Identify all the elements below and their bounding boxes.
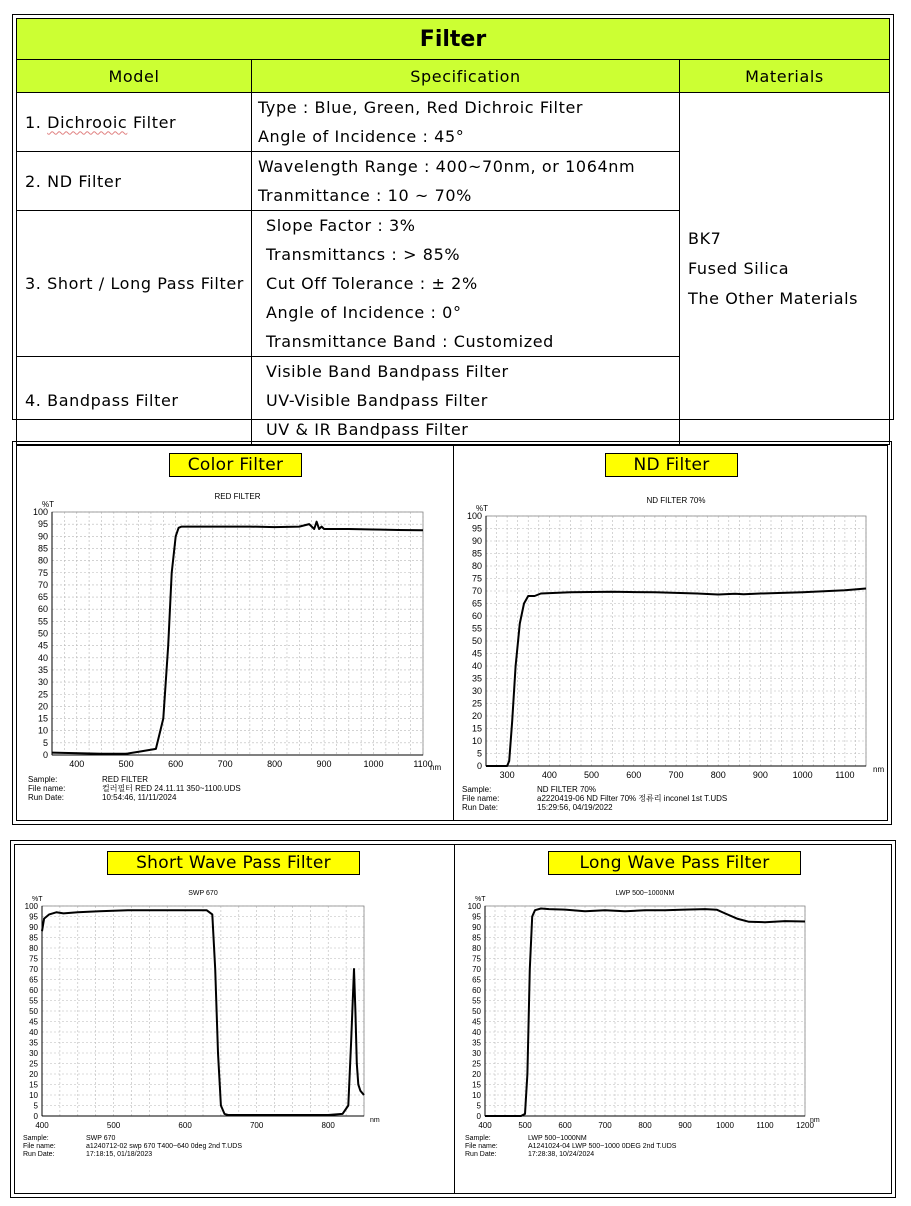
spec-line: Cut Off Tolerance : ± 2%	[266, 274, 478, 293]
swp-y-tick-label: 55	[29, 996, 38, 1006]
nd-x-tick-label: 1100	[835, 770, 855, 780]
lwp-y-tick-label: 40	[472, 1028, 481, 1037]
nd-x-tick-label: 1000	[792, 770, 813, 780]
lwp-x-tick-label: 700	[598, 1121, 612, 1130]
nd-x-tick-label: 800	[710, 770, 726, 780]
nd-y-tick-label: 35	[471, 673, 482, 684]
lwp-y-tick-label: 90	[472, 923, 481, 932]
swp-y-tick-label: 85	[29, 933, 38, 943]
swp-x-tick-label: 700	[249, 1121, 264, 1130]
red-y-tick-label: 60	[37, 604, 48, 615]
chart-panel-top	[12, 441, 892, 825]
chart-panel-bottom	[10, 840, 896, 1198]
swp-chart-title: SWP 670	[188, 890, 218, 897]
red-y-tick-label: 20	[37, 701, 48, 712]
swp-y-tick-label: 95	[29, 912, 38, 922]
red-x-tick-label: 1100	[413, 759, 433, 769]
nd-footer-run-label: Run Date:	[462, 803, 499, 812]
lwp-x-tick-label: 500	[518, 1121, 532, 1130]
nd-y-tick-label: 5	[476, 748, 482, 759]
nd-y-tick-label: 40	[471, 661, 482, 671]
red-x-tick-label: 400	[69, 759, 85, 769]
header-specification: Specification	[252, 60, 680, 93]
red-chart-title: RED FILTER	[214, 492, 261, 501]
nd-y-tick-label: 25	[471, 698, 482, 709]
nd-y-tick-label: 0	[476, 761, 482, 771]
swp-y-tick-label: 25	[29, 1059, 38, 1069]
red-y-tick-label: 95	[37, 519, 48, 530]
swp-y-tick-label: 80	[29, 944, 38, 953]
red-y-tick-label: 70	[37, 579, 48, 590]
swp-x-tick-label: 500	[106, 1121, 121, 1130]
lwp-footer-run: 17:28:38, 10/24/2024	[528, 1151, 595, 1158]
spec-line: Visible Band Bandpass Filter	[266, 362, 509, 381]
spec-table-frame	[12, 14, 894, 439]
lwp-x-tick-label: 600	[558, 1121, 572, 1130]
lwp-chart-title: LWP 500~1000NM	[615, 890, 675, 897]
red-y-tick-label: 80	[37, 555, 48, 566]
swp-y-tick-label: 0	[33, 1112, 38, 1121]
swp-y-tick-label: 60	[29, 986, 38, 995]
red-y-tick-label: 15	[37, 713, 48, 724]
lwp-y-tick-label: 30	[472, 1049, 481, 1058]
nd-x-tick-label: 600	[626, 770, 642, 780]
lwp-y-tick-label: 50	[472, 1007, 481, 1016]
swp-x-axis-label: nm	[370, 1117, 380, 1124]
swp-y-tick-label: 90	[29, 923, 38, 932]
red-y-tick-label: 100	[32, 507, 48, 517]
lwp-y-tick-label: 60	[472, 986, 481, 995]
nd-filter-label: ND Filter	[605, 453, 738, 477]
model-dichroic: 1. Dichrooic Filter	[17, 93, 252, 152]
lwp-y-tick-label: 15	[472, 1080, 481, 1090]
panel-divider	[453, 445, 454, 821]
lwp-y-tick-label: 70	[472, 965, 481, 974]
nd-y-tick-label: 80	[471, 561, 482, 571]
nd-y-tick-label: 55	[471, 623, 482, 634]
swp-y-tick-label: 40	[29, 1028, 38, 1037]
red-footer-file-label: File name:	[28, 784, 66, 793]
swp-x-tick-label: 800	[321, 1121, 335, 1130]
red-y-tick-label: 40	[37, 652, 48, 663]
header-materials: Materials	[680, 60, 890, 93]
materials-cell	[680, 93, 890, 445]
nd-y-tick-label: 90	[471, 536, 482, 546]
lwp-y-tick-label: 10	[472, 1091, 481, 1100]
header-model: Model	[17, 60, 252, 93]
swp-x-tick-label: 600	[178, 1121, 192, 1130]
swp-y-tick-label: 30	[29, 1049, 38, 1058]
swp-y-tick-label: 70	[29, 965, 38, 974]
lwp-footer-file: A1241024-04 LWP 500~1000 0DEG 2nd T.UDS	[528, 1143, 677, 1150]
spec-short-long-pass	[252, 211, 680, 357]
lwp-x-tick-label: 1200	[796, 1121, 814, 1130]
nd-x-tick-label: 400	[541, 770, 557, 780]
nd-y-tick-label: 15	[471, 723, 482, 734]
lwp-x-axis-label: nm	[810, 1117, 820, 1124]
spec-line: Tranmittance : 10 ~ 70%	[258, 186, 472, 205]
nd-y-tick-label: 85	[471, 548, 482, 559]
nd-y-axis-label: %T	[476, 504, 488, 513]
nd-y-tick-label: 65	[471, 598, 482, 609]
nd-y-tick-label: 30	[471, 686, 482, 696]
swp-y-tick-label: 65	[29, 975, 38, 985]
material-item: BK7	[688, 228, 722, 248]
chart-panel-top-inner	[16, 445, 888, 821]
lwp-x-tick-label: 400	[478, 1121, 492, 1130]
lwp-x-tick-label: 800	[638, 1121, 652, 1130]
lwp-y-tick-label: 0	[476, 1112, 481, 1121]
spec-table	[16, 18, 890, 445]
table-title: Filter	[17, 19, 890, 60]
spec-line: Transmittance Band : Customized	[266, 332, 554, 351]
lwp-y-tick-label: 100	[467, 902, 481, 911]
lwp-y-tick-label: 65	[472, 975, 481, 985]
red-y-tick-label: 75	[37, 567, 48, 578]
red-footer-run: 10:54:46, 11/11/2024	[102, 793, 177, 802]
nd-footer-file: a2220419-06 ND Filter 70% 정류리 inconel 1st T.UDS	[537, 794, 728, 803]
swp-y-tick-label: 35	[29, 1038, 38, 1048]
lwp-y-tick-label: 75	[472, 954, 481, 964]
swp-footer-sample: SWP 670	[86, 1135, 116, 1142]
red-footer-run-label: Run Date:	[28, 793, 65, 802]
red-y-tick-label: 65	[37, 592, 48, 603]
lwp-x-tick-label: 1100	[756, 1121, 774, 1130]
chart-panel-bottom-inner	[14, 844, 892, 1194]
lwp-filter-label: Long Wave Pass Filter	[548, 851, 801, 875]
lwp-x-tick-label: 900	[678, 1121, 692, 1130]
lwp-footer-sample-label: Sample:	[465, 1135, 491, 1142]
nd-footer-run: 15:29:56, 04/19/2022	[537, 803, 613, 812]
red-footer-sample: RED FILTER	[102, 775, 149, 784]
nd-y-tick-label: 10	[471, 736, 482, 746]
swp-y-tick-label: 10	[29, 1091, 38, 1100]
swp-y-tick-label: 50	[29, 1007, 38, 1016]
red-x-tick-label: 600	[168, 759, 184, 769]
nd-y-tick-label: 45	[471, 648, 482, 659]
nd-footer-file-label: File name:	[462, 794, 500, 803]
swp-footer-run: 17:18:15, 01/18/2023	[86, 1151, 153, 1158]
model-bandpass: 4. Bandpass Filter	[17, 357, 252, 445]
nd-x-tick-label: 900	[752, 770, 768, 780]
lwp-y-tick-label: 20	[472, 1070, 481, 1079]
lwp-y-axis-label: %T	[475, 896, 486, 903]
nd-y-tick-label: 95	[471, 523, 482, 534]
swp-footer-file: a1240712-02 swp 670 T400~640 0deg 2nd T.UDS	[86, 1143, 243, 1150]
swp-footer-run-label: Run Date:	[23, 1151, 55, 1158]
lwp-y-tick-label: 55	[472, 996, 481, 1006]
swp-y-tick-label: 75	[29, 954, 38, 964]
swp-y-tick-label: 20	[29, 1070, 38, 1079]
red-y-tick-label: 45	[37, 640, 48, 651]
swp-y-tick-label: 45	[29, 1017, 38, 1027]
swp-y-tick-label: 15	[29, 1080, 38, 1090]
nd-footer-sample-label: Sample:	[462, 785, 492, 794]
swp-y-tick-label: 5	[33, 1101, 38, 1111]
red-y-tick-label: 50	[37, 628, 48, 639]
red-y-tick-label: 25	[37, 689, 48, 700]
nd-y-tick-label: 20	[471, 711, 482, 721]
red-y-tick-label: 30	[37, 677, 48, 688]
lwp-y-tick-label: 80	[472, 944, 481, 953]
nd-x-tick-label: 700	[668, 770, 684, 780]
lwp-footer-run-label: Run Date:	[465, 1151, 497, 1158]
model-short-long-pass	[17, 211, 252, 357]
swp-y-tick-label: 100	[24, 902, 38, 911]
lwp-y-tick-label: 5	[476, 1101, 481, 1111]
red-x-tick-label: 500	[118, 759, 134, 769]
spec-line: Angle of Incidence : 0°	[266, 303, 462, 322]
spec-dichroic	[252, 93, 680, 152]
panel-divider	[454, 844, 455, 1194]
red-y-tick-label: 10	[37, 725, 48, 736]
lwp-y-tick-label: 45	[472, 1017, 481, 1027]
nd-chart-title: ND FILTER 70%	[646, 496, 706, 505]
material-item: The Other Materials	[688, 288, 859, 308]
spec-line: UV & IR Bandpass Filter	[266, 420, 469, 439]
red-y-tick-label: 90	[37, 531, 48, 542]
red-x-tick-label: 700	[217, 759, 233, 769]
lwp-footer-file-label: File name:	[465, 1143, 498, 1150]
swp-footer-file-label: File name:	[23, 1143, 56, 1150]
model-dichroic-word: Dichrooic	[47, 112, 128, 132]
red-footer-sample-label: Sample:	[28, 775, 58, 784]
swp-filter-label: Short Wave Pass Filter	[107, 851, 360, 875]
spec-bandpass	[252, 357, 680, 445]
model-nd: 2. ND Filter	[17, 152, 252, 211]
spec-line: Wavelength Range : 400~70nm, or 1064nm	[258, 157, 636, 176]
model-short-long-pass-label: 3. Short / Long Pass Filter	[25, 273, 244, 293]
red-y-tick-label: 0	[42, 750, 48, 760]
nd-y-tick-label: 75	[471, 573, 482, 584]
red-x-axis-label: nm	[430, 763, 442, 772]
spec-nd	[252, 152, 680, 211]
lwp-y-tick-label: 35	[472, 1038, 481, 1048]
color-filter-label: Color Filter	[169, 453, 302, 477]
lwp-footer-sample: LWP 500~1000NM	[528, 1135, 587, 1142]
lwp-y-tick-label: 95	[472, 912, 481, 922]
red-y-tick-label: 55	[37, 616, 48, 627]
spec-line: UV-Visible Bandpass Filter	[266, 391, 488, 410]
red-x-tick-label: 800	[267, 759, 283, 769]
spec-line: Slope Factor : 3%	[266, 216, 416, 235]
nd-footer-sample: ND FILTER 70%	[537, 785, 596, 794]
lwp-y-tick-label: 25	[472, 1059, 481, 1069]
nd-x-tick-label: 500	[584, 770, 600, 780]
nd-y-tick-label: 70	[471, 586, 482, 596]
nd-y-tick-label: 100	[466, 511, 482, 521]
swp-footer-sample-label: Sample:	[23, 1135, 49, 1142]
nd-y-tick-label: 50	[471, 636, 482, 646]
spec-line: Angle of Incidence : 45°	[258, 127, 465, 146]
nd-x-tick-label: 300	[499, 770, 515, 780]
spec-line: Type : Blue, Green, Red Dichroic Filter	[258, 98, 584, 117]
nd-x-axis-label: nm	[873, 765, 885, 774]
red-footer-file: 컬러필터 RED 24.11.11 350~1100.UDS	[102, 784, 241, 793]
lwp-x-tick-label: 1000	[716, 1121, 734, 1130]
lwp-y-tick-label: 85	[472, 933, 481, 943]
red-x-tick-label: 900	[316, 759, 332, 769]
red-x-tick-label: 1000	[363, 759, 384, 769]
spec-line: Transmittancs : > 85%	[266, 245, 461, 264]
red-y-tick-label: 5	[42, 737, 48, 748]
swp-y-axis-label: %T	[32, 896, 43, 903]
red-y-axis-label: %T	[42, 500, 54, 509]
red-y-tick-label: 35	[37, 664, 48, 675]
red-y-tick-label: 85	[37, 543, 48, 554]
nd-y-tick-label: 60	[471, 611, 482, 621]
swp-x-tick-label: 400	[35, 1121, 49, 1130]
material-item: Fused Silica	[688, 258, 790, 278]
